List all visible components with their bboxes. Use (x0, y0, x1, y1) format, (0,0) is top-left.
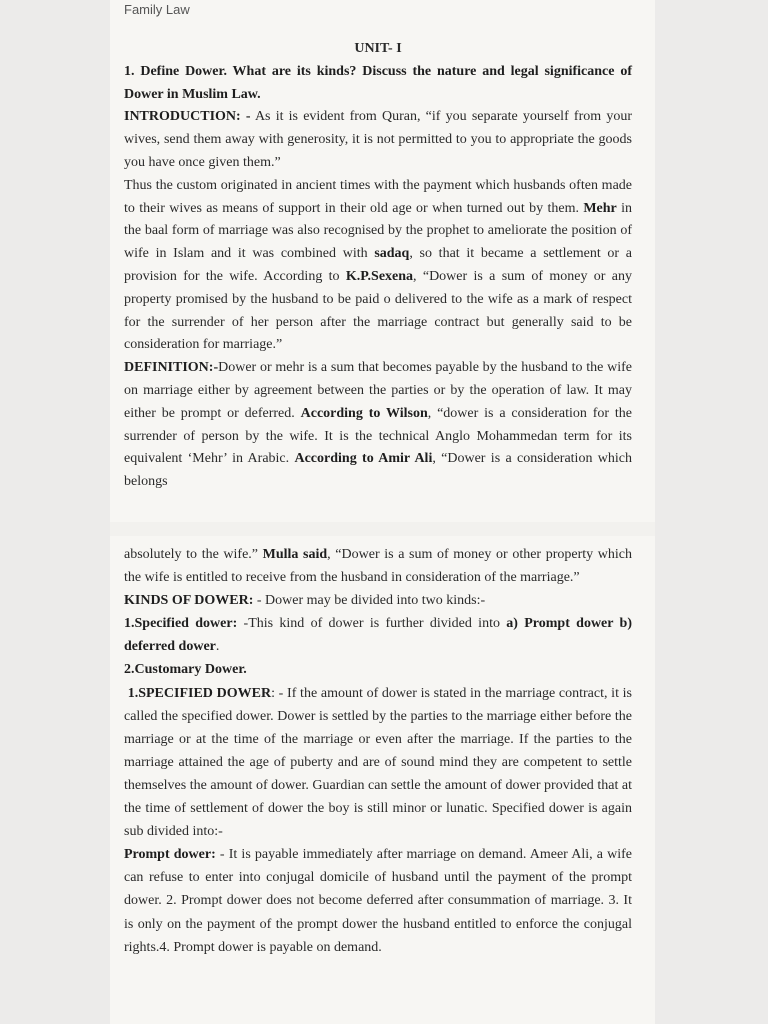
custom-author-name: K.P.Sexena (345, 268, 414, 284)
custom-paragraph (124, 175, 632, 357)
introduction-paragraph (124, 106, 632, 174)
kinds-label: KINDS OF DOWER: (124, 593, 254, 609)
custom-term-sadaq: sadaq (374, 246, 410, 262)
definition-text: Dower or mehr is a sum that becomes payable by the husband to the wife on marriage either by agreement between the parties or by the operation of law. It may either be prompt or deferred. (124, 360, 632, 421)
specified-kind-line (124, 612, 632, 658)
definition-label: DEFINITION:- (124, 360, 219, 376)
definition-text: , “Dower is a consideration which belongs (124, 451, 632, 490)
continuation-paragraph (124, 543, 632, 589)
introduction-text: As it is evident from Quran, “if you separate yourself from your wives, send them away with generosity, it is not permitted to you to appropriate the goods you have once given them.” (124, 109, 632, 170)
continuation-text: absolutely to the wife.” (124, 547, 263, 562)
running-head: Family Law (124, 2, 190, 17)
specified-section-label: 1.SPECIFIED DOWER (127, 685, 272, 701)
specified-section-paragraph (124, 682, 632, 844)
text-block-top (124, 38, 632, 494)
page-break (110, 522, 655, 536)
definition-paragraph (124, 357, 632, 494)
customary-kind-label: 2.Customary Dower. (124, 662, 247, 678)
custom-text: Thus the custom originated in ancient times with the payment which husbands often made to their wives as means of support in their old age or when turned out by them. (124, 177, 632, 216)
custom-text: , “Dower is a sum of money or any property promised by the husband to be paid o delivered to the wife as a mark of respect for the surrender of her person after the marriage contract but generally said to be consideration for marriage.” (124, 268, 632, 353)
definition-author-amir-ali: According to Amir Ali (294, 451, 433, 467)
prompt-section-paragraph (124, 843, 632, 958)
specified-kind-subtypes: a) Prompt dower b) deferred dower (124, 616, 632, 655)
question-heading (124, 61, 632, 107)
custom-term-mehr: Mehr (583, 200, 617, 216)
continuation-author-mulla: Mulla said (262, 547, 328, 562)
specified-kind-text: . (215, 639, 220, 655)
kinds-paragraph (124, 589, 632, 612)
introduction-label: INTRODUCTION: - (124, 109, 251, 125)
prompt-section-text: - It is payable immediately after marriage on demand. Ameer Ali, a wife can refuse to enter into conjugal domicile of husband until the payment of the prompt dower. 2. Prompt dower does not become deferred after consummation of marriage. 3. It is only on the payment of the prompt dower the husband entitled to enforce the conjugal rights.4. Prompt dower is payable on demand. (124, 847, 633, 955)
specified-kind-text: -This kind of dower is further divided into (237, 616, 507, 632)
prompt-section-label: Prompt dower: (124, 847, 216, 863)
text-block-bottom (124, 543, 632, 959)
definition-author-wilson: According to Wilson (300, 405, 428, 421)
continuation-text: , “Dower is a sum of money or other property which the wife is entitled to receive from the husband in consideration of the marriage.” (124, 547, 632, 586)
kinds-text: - Dower may be divided into two kinds:- (253, 593, 486, 609)
custom-text: , so that it became a settlement or a provision for the wife. According to (124, 246, 633, 284)
specified-kind-label: 1.Specified dower: (124, 616, 238, 632)
custom-text: in the baal form of marriage was also recognised by the prophet to ameliorate the position of wife in Islam and it was combined with (124, 200, 633, 262)
customary-kind-line (124, 658, 632, 681)
specified-section-text: : - If the amount of dower is stated in the marriage contract, it is called the specified dower. Dower is settled by the parties to the marriage either before the marriage or at the time of the marriage or even after the marriage. If the parties to the marriage attained the age of puberty and are of sound mind they are competent to settle themselves the amount of dower. Guardian can settle the amount of dower provided that at the time of settlement of dower the boy is still minor or lunatic. Specified dower is again sub divided into:- (124, 685, 632, 840)
question-text: 1. Define Dower. What are its kinds? Discuss the nature and legal significance of Dower in Muslim Law. (124, 63, 632, 102)
definition-text: , “dower is a consideration for the surrender of person by the wife. It is the technical Anglo Mohammedan term for its equivalent ‘Mehr’ in Arabic. (124, 405, 632, 467)
unit-heading: UNIT- I (354, 41, 402, 56)
